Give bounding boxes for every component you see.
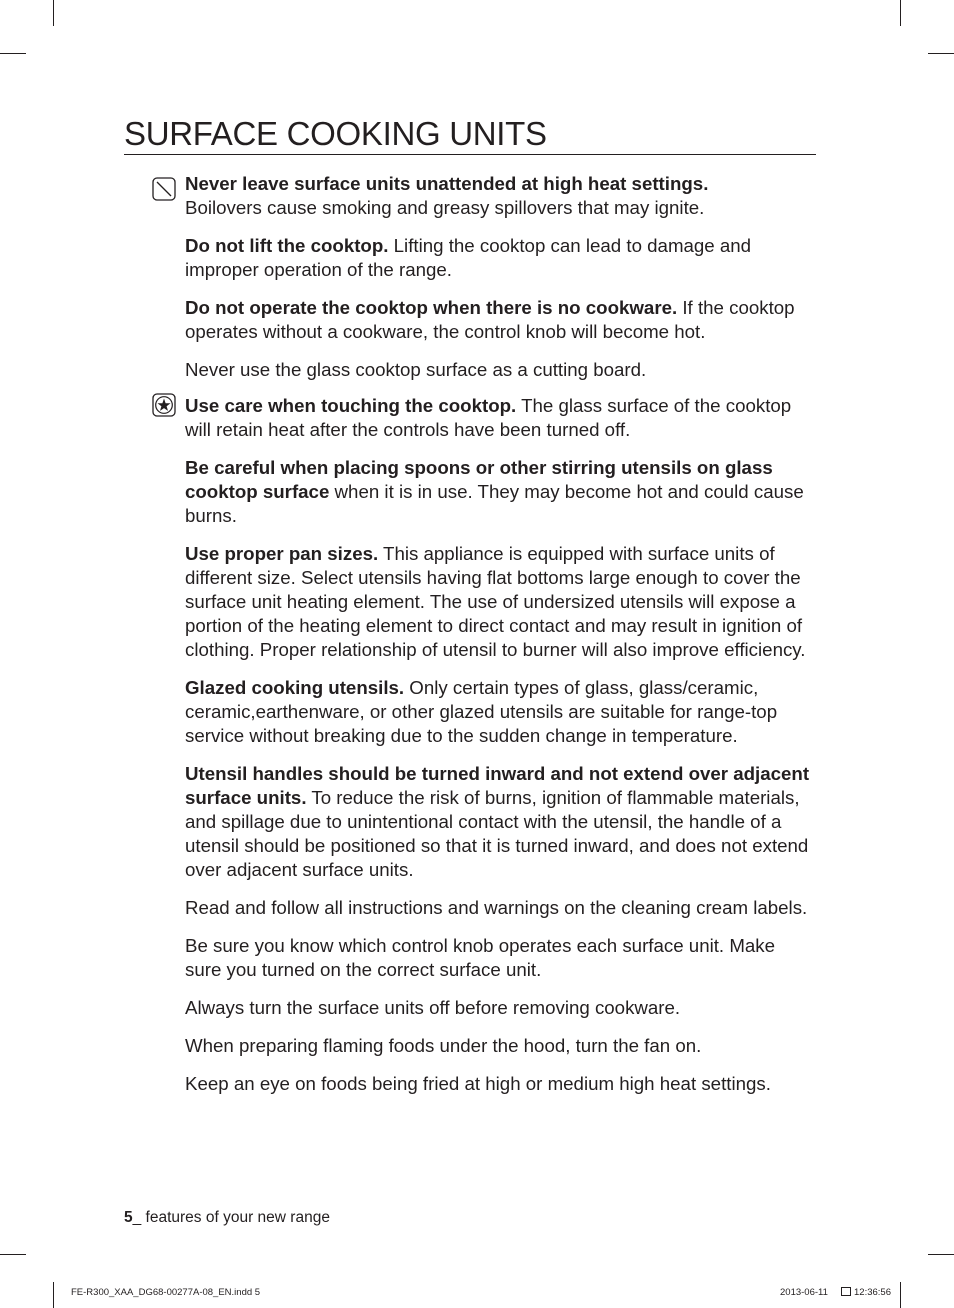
instruction-paragraph [185, 542, 815, 662]
instruction-text: Be sure you know which control knob operates each surface unit. Make sure you turned on the correct surface unit. [185, 935, 776, 980]
crop-mark [0, 53, 26, 54]
instruction-text: Lifting the cooktop can lead to damage and improper operation of the range. [185, 235, 752, 280]
instruction-bold: Never leave surface units unattended at high heat settings. [185, 173, 709, 194]
instruction-text: When preparing flaming foods under the hood, turn the fan on. [185, 1035, 702, 1056]
crop-mark [53, 1282, 54, 1308]
slug-time-value: 12:36:56 [854, 1287, 891, 1298]
instruction-paragraph [185, 358, 815, 382]
page-footer [124, 1208, 330, 1228]
instruction-text: when it is in use. They may become hot and could cause burns. [185, 481, 804, 526]
slug-file: FE-R300_XAA_DG68-00277A-08_EN.indd 5 [71, 1287, 261, 1298]
clock-glyph-icon [841, 1287, 851, 1296]
crop-mark [928, 53, 954, 54]
instruction-text: Never use the glass cooktop surface as a cutting board. [185, 359, 647, 380]
page-number: 5 [124, 1209, 133, 1226]
instruction-text: The glass surface of the cooktop will retain heat after the controls have been turned off. [185, 395, 792, 440]
instruction-paragraph [185, 234, 815, 282]
crop-mark [928, 1254, 954, 1255]
instruction-text: This appliance is equipped with surface units of different size. Select utensils having flat bottoms large enough to cover the surface unit heating element. The use of undersized utensils will expose a portion of the heating element to direct contact and may result in ignition of clothing. Proper relationship of utensil to burner will also improve efficiency. [185, 543, 806, 660]
instruction-text: Boilovers cause smoking and greasy spillovers that may ignite. [185, 197, 705, 218]
crop-mark [900, 1282, 901, 1308]
instruction-paragraph [185, 456, 815, 528]
instruction-paragraph [185, 676, 815, 748]
instruction-paragraph [185, 394, 815, 442]
crop-mark [0, 1254, 26, 1255]
star-caution-icon [152, 393, 174, 415]
section-label: _ features of your new range [132, 1209, 330, 1226]
prohibition-icon [152, 177, 174, 199]
instruction-bold: Use care when touching the cooktop. [185, 395, 517, 416]
slug-date: 2013-06-11 [780, 1287, 828, 1298]
instruction-bold: Do not lift the cooktop. [185, 235, 389, 256]
instruction-bold: Be careful when placing spoons or other stirring utensils on glass cooktop surface [185, 457, 773, 502]
slug-time [841, 1287, 891, 1299]
instruction-paragraph [185, 934, 815, 982]
page-title: SURFACE COOKING UNITS [124, 114, 816, 155]
instruction-bold: Use proper pan sizes. [185, 543, 379, 564]
instruction-bold: Glazed cooking utensils. [185, 677, 405, 698]
instruction-bold: Do not operate the cooktop when there is no cookware. [185, 297, 678, 318]
instruction-paragraph [185, 896, 815, 920]
crop-mark [53, 0, 54, 26]
instruction-paragraph [185, 762, 815, 882]
instruction-bold: Utensil handles should be turned inward and not extend over adjacent surface units. [185, 763, 810, 808]
instruction-text: Read and follow all instructions and warnings on the cleaning cream labels. [185, 897, 808, 918]
instruction-text: Only certain types of glass, glass/ceramic, ceramic,earthenware, or other glazed utensils are suitable for range-top service without breaking due to the sudden change in temperature. [185, 677, 778, 746]
instruction-paragraph [185, 1072, 815, 1096]
instruction-text: Always turn the surface units off before removing cookware. [185, 997, 681, 1018]
instruction-paragraph [185, 296, 815, 344]
instruction-paragraph [185, 1034, 815, 1058]
crop-mark [900, 0, 901, 26]
instruction-paragraph [185, 172, 815, 220]
instruction-paragraph [185, 996, 815, 1020]
instructions-list [185, 172, 815, 1110]
instruction-text: If the cooktop operates without a cookware, the control knob will become hot. [185, 297, 795, 342]
instruction-text: To reduce the risk of burns, ignition of flammable materials, and spillage due to unintentional contact with the utensil, the handle of a utensil should be positioned so that it is turned inward, and does not extend over adjacent surface units. [185, 787, 809, 880]
instruction-text: Keep an eye on foods being fried at high or medium high heat settings. [185, 1073, 771, 1094]
